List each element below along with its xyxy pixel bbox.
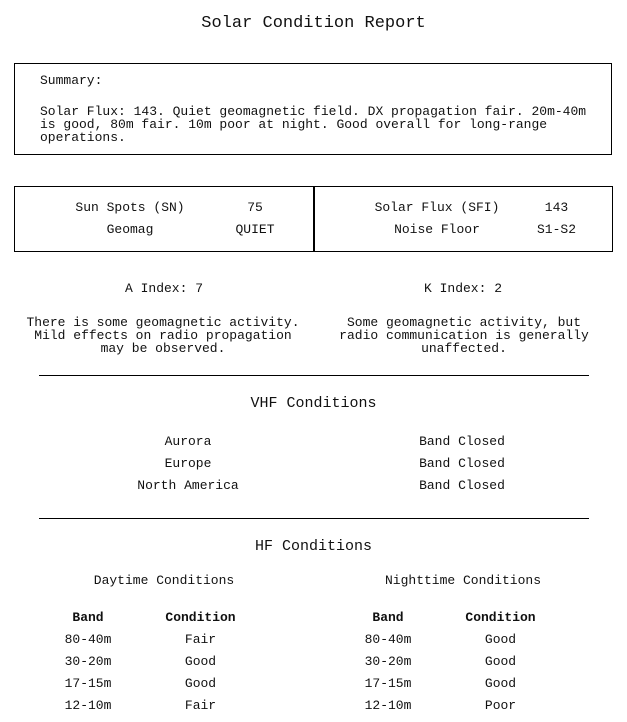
summary-text: Solar Flux: 143. Quiet geomagnetic field. DX propagation fair. 20m-40m is good, 80m fair. 10m poor at night. Good overall for long-range operations. [40,104,587,145]
stat-value: QUIET [235,222,275,237]
k-index-title: K Index: 2 [423,281,502,296]
stat-value: S1-S2 [536,222,576,237]
stat-label: Sun Spots (SN) [75,200,185,215]
table-row [338,673,598,695]
a-index-title: A Index: 7 [124,281,203,296]
band-cell: 17-15m [64,676,112,691]
stat-label: Noise Floor [394,222,480,237]
stat-label: Solar Flux (SFI) [374,200,500,215]
stat-value: 75 [247,200,263,215]
table-row [38,629,298,651]
divider [39,518,589,519]
table-row [338,651,598,673]
stat-noise-floor [315,219,613,241]
band-cell: 30-20m [364,654,412,669]
stat-geomag [15,219,313,241]
vhf-row [0,475,627,497]
header-condition: Condition [165,610,236,625]
condition-cell: Poor [484,698,517,713]
summary-box [14,63,612,155]
table-row [38,651,298,673]
vhf-title: VHF Conditions [250,395,377,412]
vhf-region: North America [137,478,239,493]
vhf-row [0,431,627,453]
condition-cell: Good [484,676,517,691]
condition-cell: Good [484,654,517,669]
stat-label: Geomag [106,222,154,237]
band-cell: 80-40m [364,632,412,647]
table-row [38,673,298,695]
a-index-description: There is some geomagnetic activity. Mild effects on radio propagation may be observed. [26,315,300,356]
header-band: Band [372,610,404,625]
stat-solar-flux [315,197,613,219]
band-cell: 12-10m [364,698,412,713]
vhf-region: Europe [164,456,212,471]
band-cell: 17-15m [364,676,412,691]
table-header [38,607,298,629]
table-header [338,607,598,629]
summary-label: Summary: [40,73,103,88]
vhf-status: Band Closed [419,434,505,449]
condition-cell: Good [184,676,217,691]
table-row [338,629,598,651]
stat-sunspots [15,197,313,219]
header-band: Band [72,610,104,625]
nighttime-title: Nighttime Conditions [384,573,542,588]
band-cell: 80-40m [64,632,112,647]
stat-value: 143 [544,200,569,215]
stats-cell-left [14,186,314,252]
vhf-row [0,453,627,475]
stats-panel [14,186,613,252]
stats-cell-right [314,186,614,252]
condition-cell: Fair [184,698,217,713]
daytime-title: Daytime Conditions [93,573,235,588]
vhf-region: Aurora [164,434,212,449]
band-cell: 30-20m [64,654,112,669]
header-condition: Condition [465,610,536,625]
condition-cell: Good [484,632,517,647]
condition-cell: Good [184,654,217,669]
k-index-description: Some geomagnetic activity, but radio communication is generally unaffected. [339,315,589,356]
page-title: Solar Condition Report [201,14,426,33]
band-cell: 12-10m [64,698,112,713]
table-row [338,695,598,717]
condition-cell: Fair [184,632,217,647]
vhf-status: Band Closed [419,478,505,493]
vhf-status: Band Closed [419,456,505,471]
divider [39,375,589,376]
hf-title: HF Conditions [254,538,373,555]
table-row [38,695,298,717]
